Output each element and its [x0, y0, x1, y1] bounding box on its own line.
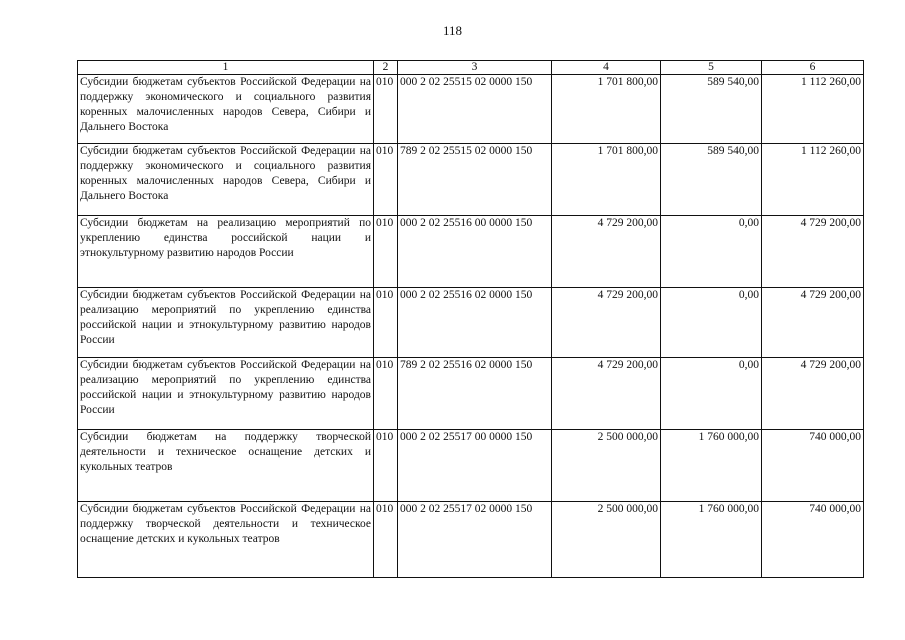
- amount-column-4: 4 729 200,00: [552, 358, 661, 430]
- chapter-code: 010: [374, 358, 398, 430]
- chapter-code: 010: [374, 216, 398, 288]
- column-number-2: 2: [374, 61, 398, 75]
- column-number-row: [78, 61, 864, 75]
- subsidy-name: Субсидии бюджетам субъектов Российской Федерации на реализацию мероприятий по укреплению единства российской нации и этнокультурному развитию народов России: [78, 288, 374, 358]
- column-number-4: 4: [552, 61, 661, 75]
- amount-column-5: 0,00: [661, 216, 762, 288]
- amount-column-6: 740 000,00: [762, 502, 864, 578]
- amount-column-4: 4 729 200,00: [552, 216, 661, 288]
- chapter-code: 010: [374, 502, 398, 578]
- amount-column-4: 1 701 800,00: [552, 75, 661, 144]
- table-row: [78, 216, 864, 288]
- amount-column-4: 1 701 800,00: [552, 144, 661, 216]
- budget-classification-code: 789 2 02 25516 02 0000 150: [398, 358, 552, 430]
- chapter-code: 010: [374, 144, 398, 216]
- amount-column-5: 1 760 000,00: [661, 430, 762, 502]
- amount-column-4: 2 500 000,00: [552, 430, 661, 502]
- budget-table: [77, 60, 864, 578]
- chapter-code: 010: [374, 75, 398, 144]
- chapter-code: 010: [374, 430, 398, 502]
- budget-classification-code: 000 2 02 25517 00 0000 150: [398, 430, 552, 502]
- budget-classification-code: 000 2 02 25516 02 0000 150: [398, 288, 552, 358]
- column-number-6: 6: [762, 61, 864, 75]
- amount-column-5: 1 760 000,00: [661, 502, 762, 578]
- budget-classification-code: 000 2 02 25516 00 0000 150: [398, 216, 552, 288]
- budget-classification-code: 789 2 02 25515 02 0000 150: [398, 144, 552, 216]
- table-row: [78, 288, 864, 358]
- column-number-5: 5: [661, 61, 762, 75]
- chapter-code: 010: [374, 288, 398, 358]
- subsidy-name: Субсидии бюджетам субъектов Российской Федерации на поддержку экономического и социального развития коренных малочисленных народов Севера, Сибири и Дальнего Востока: [78, 75, 374, 144]
- budget-classification-code: 000 2 02 25517 02 0000 150: [398, 502, 552, 578]
- amount-column-5: 0,00: [661, 288, 762, 358]
- amount-column-6: 740 000,00: [762, 430, 864, 502]
- amount-column-5: 589 540,00: [661, 75, 762, 144]
- table-row: [78, 502, 864, 578]
- amount-column-6: 4 729 200,00: [762, 358, 864, 430]
- table-row: [78, 430, 864, 502]
- budget-classification-code: 000 2 02 25515 02 0000 150: [398, 75, 552, 144]
- amount-column-5: 0,00: [661, 358, 762, 430]
- table-row: [78, 75, 864, 144]
- subsidy-name: Субсидии бюджетам на реализацию мероприятий по укреплению единства российской нации и этнокультурному развитию народов России: [78, 216, 374, 288]
- table-row: [78, 144, 864, 216]
- column-number-1: 1: [78, 61, 374, 75]
- column-number-3: 3: [398, 61, 552, 75]
- amount-column-6: 4 729 200,00: [762, 288, 864, 358]
- subsidy-name: Субсидии бюджетам субъектов Российской Федерации на поддержку творческой деятельности и техническое оснащение детских и кукольных театров: [78, 502, 374, 578]
- amount-column-4: 2 500 000,00: [552, 502, 661, 578]
- subsidy-name: Субсидии бюджетам на поддержку творческой деятельности и техническое оснащение детских и кукольных театров: [78, 430, 374, 502]
- subsidy-name: Субсидии бюджетам субъектов Российской Федерации на поддержку экономического и социального развития коренных малочисленных народов Севера, Сибири и Дальнего Востока: [78, 144, 374, 216]
- subsidy-name: Субсидии бюджетам субъектов Российской Федерации на реализацию мероприятий по укреплению единства российской нации и этнокультурному развитию народов России: [78, 358, 374, 430]
- amount-column-6: 4 729 200,00: [762, 216, 864, 288]
- amount-column-6: 1 112 260,00: [762, 144, 864, 216]
- amount-column-5: 589 540,00: [661, 144, 762, 216]
- amount-column-4: 4 729 200,00: [552, 288, 661, 358]
- amount-column-6: 1 112 260,00: [762, 75, 864, 144]
- table-row: [78, 358, 864, 430]
- page-number: 118: [442, 23, 463, 38]
